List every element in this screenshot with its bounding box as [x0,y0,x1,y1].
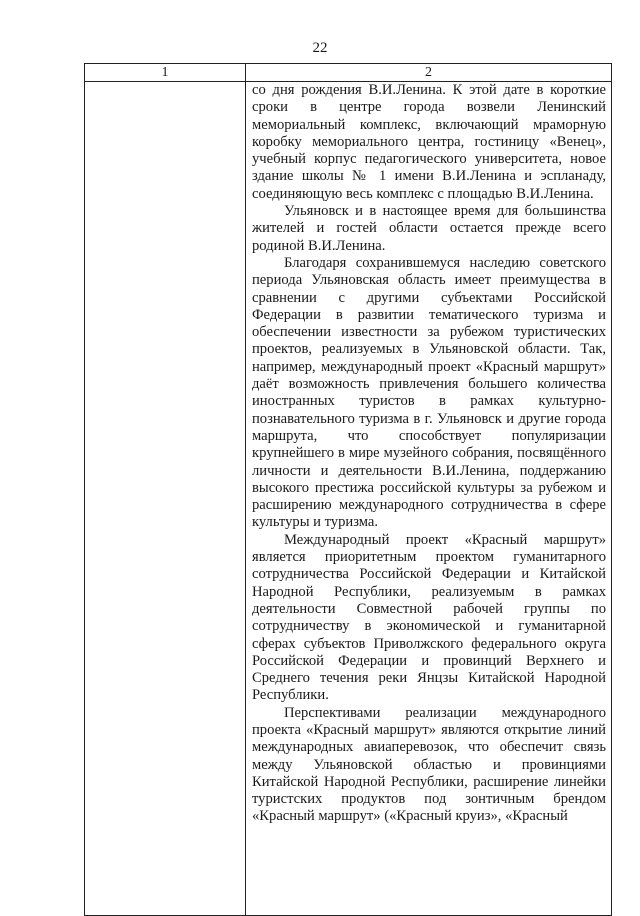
paragraph-2: Ульяновск и в настоящее время для большинства жителей и гостей области остается прежде всего родиной В.И.Ленина. [252,203,606,254]
column-header-1: 1 [85,64,246,82]
table-header-row [85,64,612,82]
table-body-row [85,82,612,916]
paragraph-1: со дня рождения В.И.Ленина. К этой дате в короткие сроки в центре города возвели Ленинский мемориальный комплекс, включающий мраморную коробку мемориального центра, гостиницу «Венец», учебный корпус педагогического университета, новое здание школы № 1 имени В.И.Ленина и эспланаду, соединяющую весь комплекс с площадью В.И.Ленина. [252,82,606,202]
column-1-cell [85,82,246,916]
paragraph-5: Перспективами реализации международного проекта «Красный маршрут» являются открытие линий международных авиаперевозок, что обеспечит связь между Ульяновской областью и провинциями Китайской Народной Республики, расширение линейки туристских продуктов под зонтичным брендом «Красный маршрут» («Красный круиз», «Красный [252,704,606,825]
paragraph-3: Благодаря сохранившемуся наследию советского периода Ульяновская область имеет преимущества в сравнении с другими субъектами Российской Федерации в развитии тематического туризма и обеспечении известности за рубежом туристических проектов, реализуемых в Ульяновской области. Так, например, международный проект «Красный маршрут» даёт возможность привлечения большего количества иностранных туристов в рамках культурно-познавательного туризма в г. Ульяновск и другие города маршрута, что способствует популяризации крупнейшего в мире музейного собрания, посвящённого личности и деятельности В.И.Ленина, поддержанию высокого престижа российской культуры за рубежом и расширению международного сотрудничества в сфере культуры и туризма. [252,254,606,531]
page-number: 22 [312,40,328,56]
content-text [246,82,611,915]
paragraph-4: Международный проект «Красный маршрут» является приоритетным проектом гуманитарного сотрудничества Российской Федерации и Китайской Народной Республики, реализуемым в рамках деятельности Совместной рабочей группы по сотрудничеству в экономической и гуманитарной сферах субъектов Приволжского федерального округа Российской Федерации и провинций Верхнего и Среднего течения реки Янцзы Китайской Народной Республики. [252,531,606,704]
column-header-2: 2 [246,64,612,82]
column-2-cell [246,82,612,916]
document-table [84,63,612,916]
